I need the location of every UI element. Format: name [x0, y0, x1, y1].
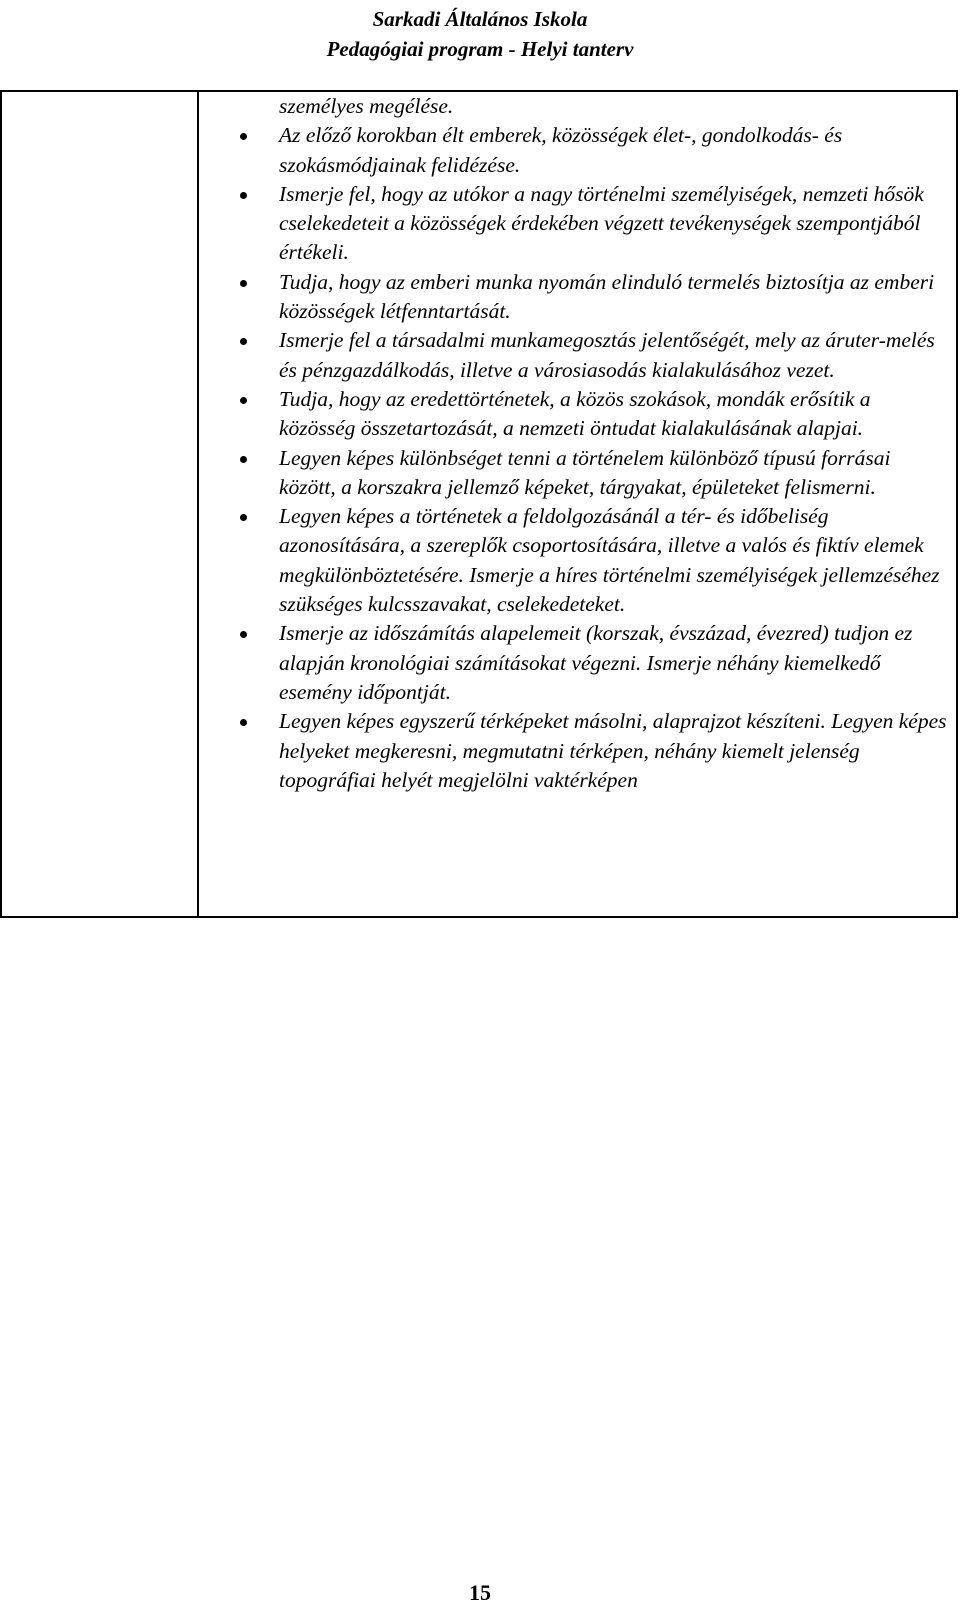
list-item-text: Az előző korokban élt emberek, közösségek élet-, gondolkodás- és szokásmódjainak felidézése. [279, 123, 843, 177]
list-item [279, 121, 951, 180]
bullet-icon [240, 397, 247, 404]
bullet-icon [240, 456, 247, 463]
page-number: 15 [469, 1580, 491, 1605]
list-item-text: Ismerje az időszámítás alapelemeit (korszak, évszázad, évezred) tudjon ez alapján kronológiai számításokat végezni. Ismerje néhány kiemelkedő esemény időpontját. [279, 621, 913, 704]
requirements-cell [279, 92, 951, 795]
list-item-text: Tudja, hogy az emberi munka nyomán elinduló termelés biztosítja az emberi közösségek létfenntartását. [279, 269, 935, 324]
list-item-text: Legyen képes a történetek a feldolgozásánál a tér- és időbeliség azonosítására, a szereplők csoportosítására, illetve a valós és fiktív elemek megkülönböztetésére. Ismerje a híres történelmi személyiségek jellemzéséhez szükséges kulcsszavakat, cselekedeteket. [279, 504, 940, 617]
list-item [279, 502, 951, 619]
list-item-text: Ismerje fel a társadalmi munkamegosztás jelentőségét, mely az áruter-melés és pénzgazdálkodás, illetve a városiasodás kialakulásához vezet. [279, 328, 935, 382]
continued-text: személyes megélése. [279, 94, 454, 118]
document-title: Pedagógiai program - Helyi tanterv [326, 37, 634, 61]
school-name: Sarkadi Általános Iskola [372, 7, 588, 31]
list-item [279, 268, 951, 327]
list-item-text: Legyen képes egyszerű térképeket másolni, alaprajzot készíteni. Legyen képes helyeket megkeresni, megmutatni térképen, néhány kiemelt jelenség topográfiai helyét megjelölni vaktérképen [279, 709, 947, 792]
page-header [0, 4, 960, 64]
bullet-icon [240, 280, 247, 287]
requirements-list [279, 121, 951, 795]
column-divider [197, 92, 199, 916]
list-item [279, 326, 951, 385]
list-item [279, 444, 951, 503]
list-item-text: Tudja, hogy az eredettörténetek, a közös szokások, mondák erősítik a közösség összetartozását, a nemzeti öntudat kialakulásának alapjai. [279, 386, 871, 441]
list-item [279, 385, 951, 444]
list-item [279, 707, 951, 795]
list-item-text: Legyen képes különbséget tenni a történelem különböző típusú forrásai között, a korszakra jellemző képeket, tárgyakat, épületeket felismerni. [279, 445, 891, 499]
list-item [279, 180, 951, 268]
list-item-text: Ismerje fel, hogy az utókor a nagy történelmi személyiségek, nemzeti hősök cselekedeteit a közösségek érdekében végzett tevékenységek szempontjából értékeli. [279, 181, 924, 265]
list-item [279, 619, 951, 707]
bullet-icon [240, 192, 247, 199]
